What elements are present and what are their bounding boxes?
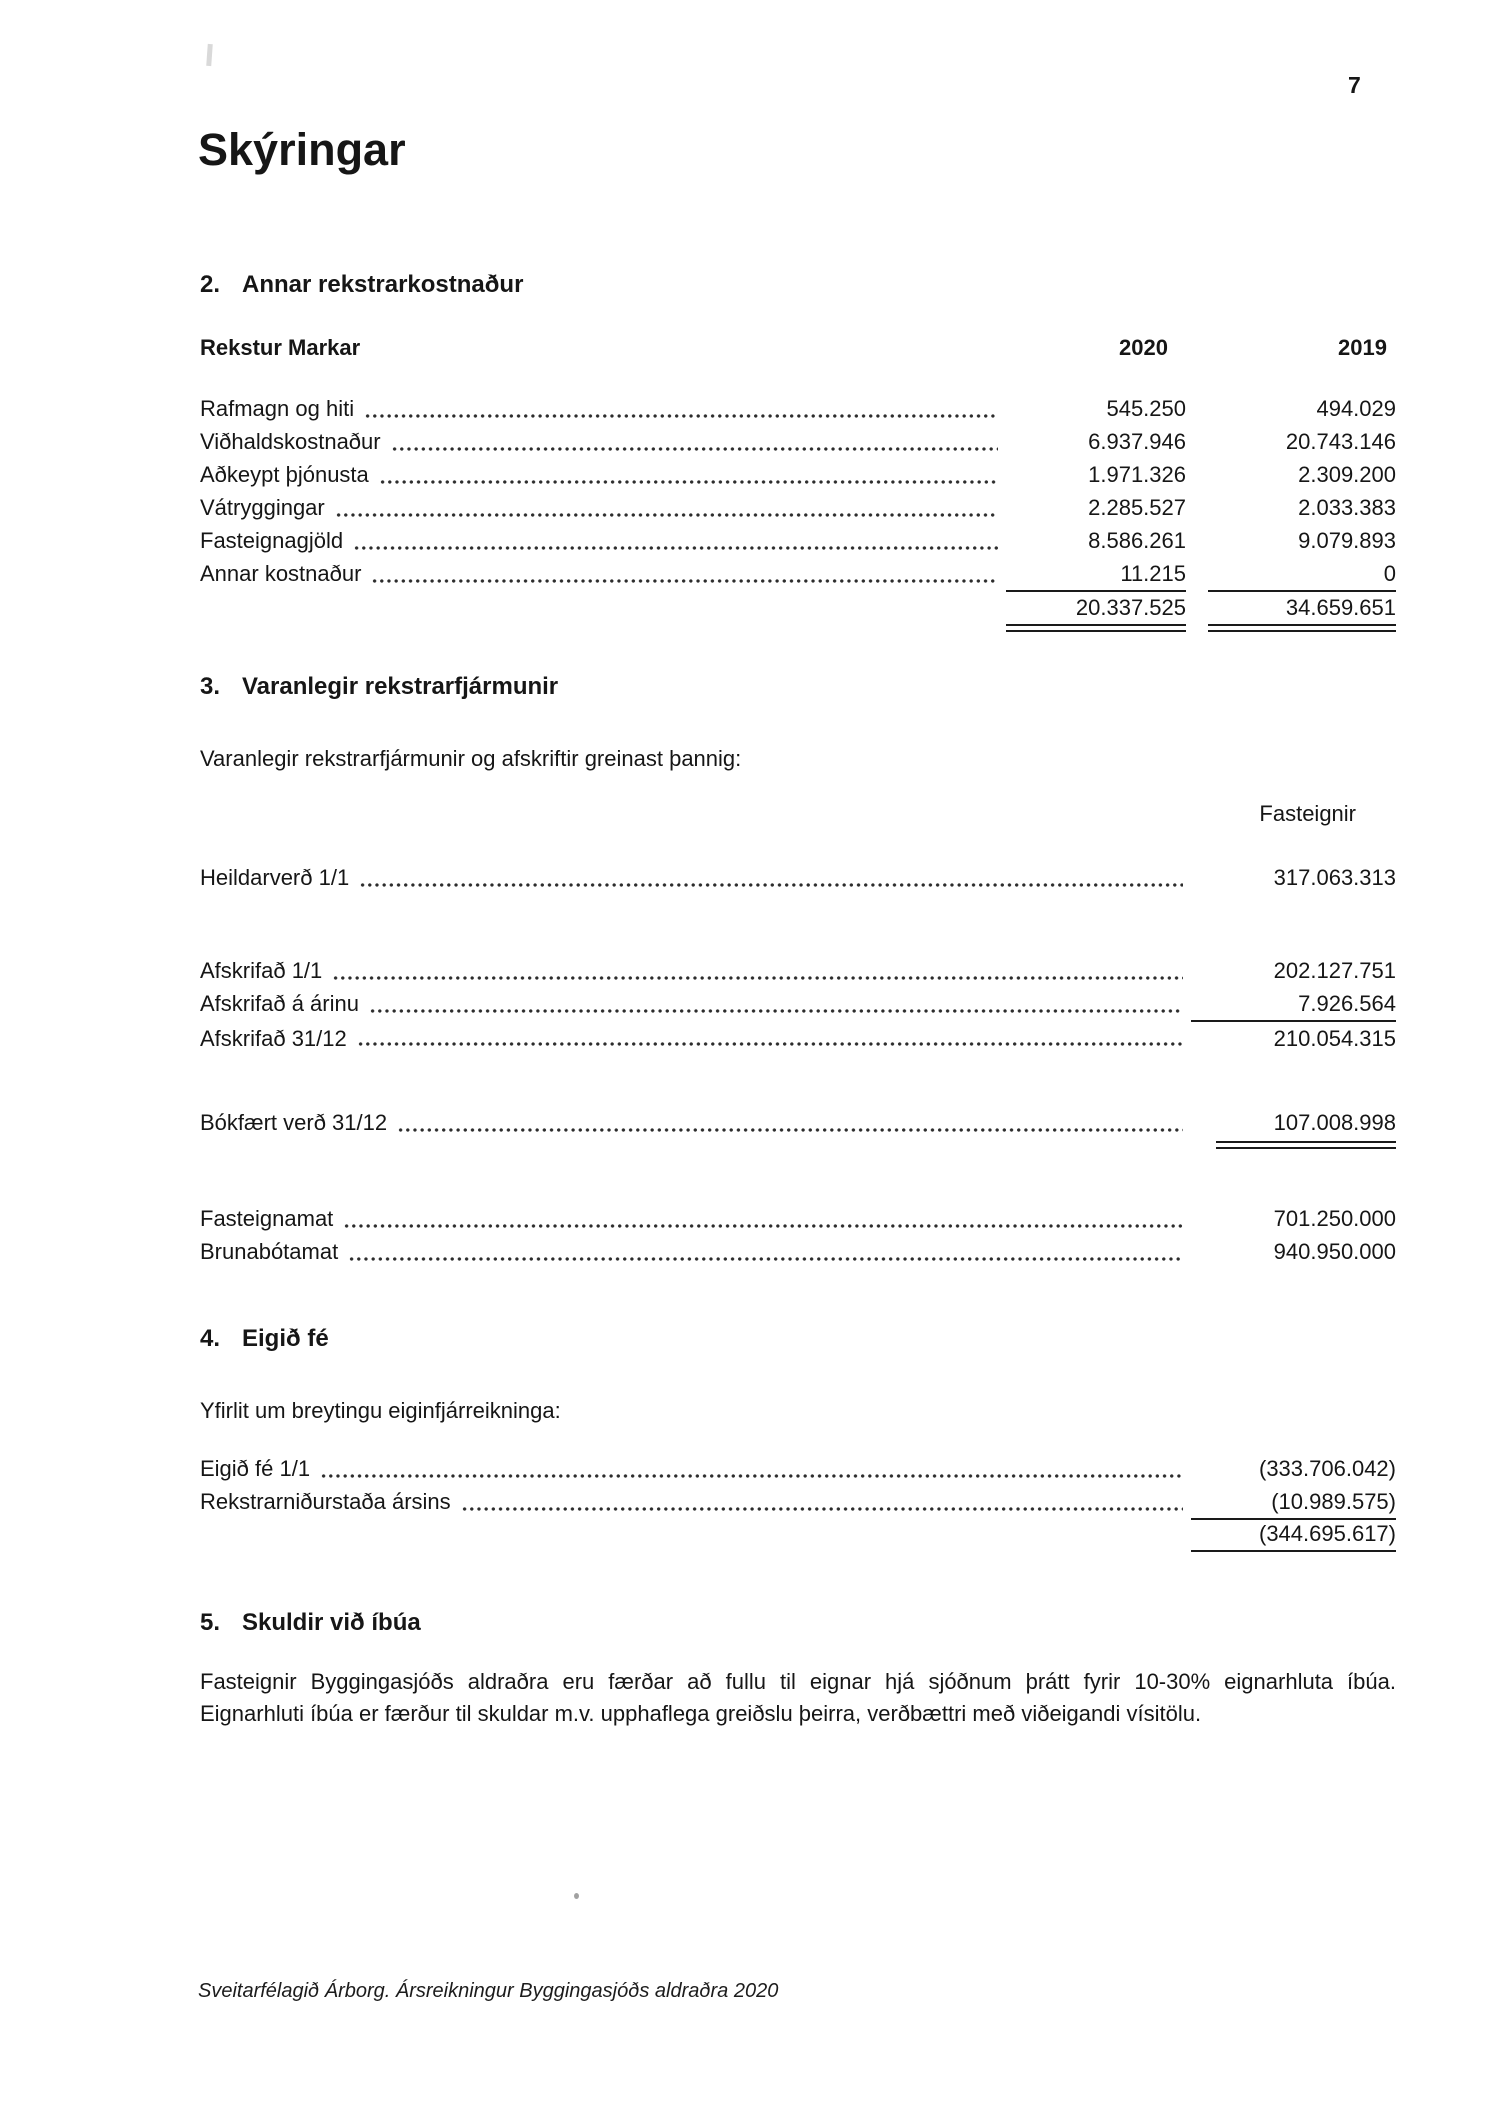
section-2-number: 2.: [200, 271, 221, 298]
column-gap: [1186, 624, 1208, 632]
table-row: [200, 425, 1396, 458]
section-4-intro: Yfirlit um breytingu eiginfjárreikninga:: [200, 1398, 561, 1423]
row-value: 202.127.751: [1273, 958, 1396, 983]
scan-dot-artifact: [574, 1893, 579, 1899]
row-label: Viðhaldskostnaður: [200, 429, 381, 454]
afskrifad-block: [200, 954, 1396, 1053]
section-2-heading: [200, 270, 1396, 300]
paragraph-line-2: Eignarhluti íbúa er færður til skuldar m.v. upphaflega greiðslu þeirra, verðbættri með viðeigandi vísitölu.: [200, 1701, 1202, 1726]
column-header-fasteignir: Fasteignir: [1259, 801, 1356, 826]
value-2020: 11.215: [1120, 561, 1186, 586]
section-5-heading: [200, 1608, 1396, 1638]
row-label: Rafmagn og hiti: [200, 396, 355, 421]
row-label: Afskrifað 1/1: [200, 958, 323, 983]
section-4-title: Eigið fé: [242, 1325, 329, 1352]
total-value: (344.695.617): [1191, 1518, 1396, 1552]
dotted-leader: [461, 1485, 1183, 1518]
section-3-number: 3.: [200, 673, 221, 700]
dotted-leader: [335, 491, 998, 524]
row-value: (10.989.575): [1191, 1485, 1396, 1520]
dotted-leader: [320, 1452, 1183, 1485]
mat-block: [200, 1202, 1396, 1268]
row-value: 7.926.564: [1298, 991, 1396, 1016]
row-label: Rekstrarniðurstaða ársins: [200, 1489, 451, 1514]
value-2019: 20.743.146: [1285, 429, 1396, 454]
value-2020: 8.586.261: [1088, 528, 1186, 553]
section-5-number: 5.: [200, 1609, 221, 1636]
total-2020: 20.337.525: [1006, 590, 1186, 624]
row-value: 701.250.000: [1273, 1206, 1396, 1231]
dotted-leader: [397, 1106, 1183, 1139]
value-2019: 2.033.383: [1298, 495, 1396, 520]
column-header-2019: 2019: [1338, 335, 1387, 360]
section-3-title: Varanlegir rekstrarfjármunir: [242, 673, 559, 700]
section-3-heading: [200, 672, 1396, 702]
row-label: Brunabótamat: [200, 1239, 339, 1264]
paragraph-line-1: Fasteignir Byggingasjóðs aldraðra eru færðar að fullu til eignar hjá sjóðnum þrátt fyrir 10-30% eignarhluta íbúa.: [200, 1669, 1396, 1694]
dotted-leader: [332, 954, 1183, 987]
table-row: [200, 458, 1396, 491]
page-number: 7: [1348, 72, 1361, 98]
row-label: Bókfært verð 31/12: [200, 1110, 388, 1135]
double-rule-row: [200, 624, 1396, 632]
section-4-number: 4.: [200, 1325, 221, 1352]
table-header-row: [200, 331, 1396, 365]
row-value-sum: 210.054.315: [1191, 1020, 1396, 1055]
eigid-fe-block: [200, 1452, 1396, 1550]
table-row: [200, 1202, 1396, 1235]
table-spacer: [200, 365, 1396, 392]
value-2019: 0: [1383, 561, 1396, 586]
bokfaert-block: [200, 1106, 1396, 1149]
heildarverd-row: [200, 861, 1396, 894]
double-rule-2020: [1006, 624, 1186, 632]
dotted-leader: [369, 987, 1183, 1020]
dotted-leader: [359, 861, 1183, 894]
value-2019: 9.079.893: [1298, 528, 1396, 553]
row-value: 317.063.313: [1273, 865, 1396, 890]
page-title: Skýringar: [198, 124, 406, 175]
column-header-2020: 2020: [1119, 335, 1168, 360]
table-row: [200, 1485, 1396, 1518]
row-label: Eigið fé 1/1: [200, 1456, 311, 1481]
total-row: [200, 1518, 1396, 1550]
double-rule-2019: [1208, 624, 1396, 632]
value-2020: 545.250: [1106, 396, 1186, 421]
dotted-leader: [391, 425, 998, 458]
table-total-row: [200, 590, 1396, 622]
value-2020: 2.285.527: [1088, 495, 1186, 520]
row-value: (333.706.042): [1259, 1456, 1396, 1481]
section-2-title: Annar rekstrarkostnaður: [242, 271, 524, 298]
table-row: [200, 987, 1396, 1020]
scan-smudge-artifact: [206, 44, 213, 66]
total-2019: 34.659.651: [1208, 590, 1396, 624]
table-row: [200, 392, 1396, 425]
row-label: Fasteignamat: [200, 1206, 334, 1231]
row-label: Afskrifað á árinu: [200, 991, 359, 1016]
row-value: 107.008.998: [1273, 1110, 1396, 1135]
table-row: [200, 954, 1396, 987]
row-label: Aðkeypt þjónusta: [200, 462, 369, 487]
row-label: Fasteignagjöld: [200, 528, 344, 553]
dotted-leader: [353, 524, 998, 557]
value-2020: 6.937.946: [1088, 429, 1186, 454]
row-label: Heildarverð 1/1: [200, 865, 350, 890]
row-value: 940.950.000: [1273, 1239, 1396, 1264]
table-header-label: Rekstur Markar: [200, 335, 361, 360]
row-label: Annar kostnaður: [200, 561, 362, 586]
double-rule-row: [200, 1141, 1396, 1149]
section-3-intro: Varanlegir rekstrarfjármunir og afskriftir greinast þannig:: [200, 746, 742, 771]
rekstur-markar-table: [200, 331, 1396, 632]
value-2019: 2.309.200: [1298, 462, 1396, 487]
fasteignir-header-row: [200, 797, 1396, 830]
double-rule: [1216, 1141, 1396, 1149]
value-2019: 494.029: [1316, 396, 1396, 421]
table-row: [200, 524, 1396, 557]
dotted-leader: [364, 392, 998, 425]
table-row: [200, 557, 1396, 590]
row-label: Vátryggingar: [200, 495, 325, 520]
table-row: [200, 1020, 1396, 1053]
footer-text: Sveitarfélagið Árborg. Ársreikningur Byggingasjóðs aldraðra 2020: [198, 1980, 779, 2002]
rule-gap: [200, 624, 1006, 632]
dotted-leader: [371, 557, 998, 590]
bokfaert-row: [200, 1106, 1396, 1139]
dotted-leader: [357, 1020, 1183, 1053]
section-5-title: Skuldir við íbúa: [242, 1609, 421, 1636]
dotted-leader: [343, 1202, 1183, 1235]
dotted-leader: [348, 1235, 1183, 1268]
table-row: [200, 1452, 1396, 1485]
table-row: [200, 1235, 1396, 1268]
value-2020: 1.971.326: [1088, 462, 1186, 487]
section-4-heading: [200, 1324, 1396, 1354]
section-5-paragraph: [200, 1666, 1396, 1730]
dotted-leader: [379, 458, 998, 491]
row-label: Afskrifað 31/12: [200, 1026, 347, 1051]
table-row: [200, 491, 1396, 524]
